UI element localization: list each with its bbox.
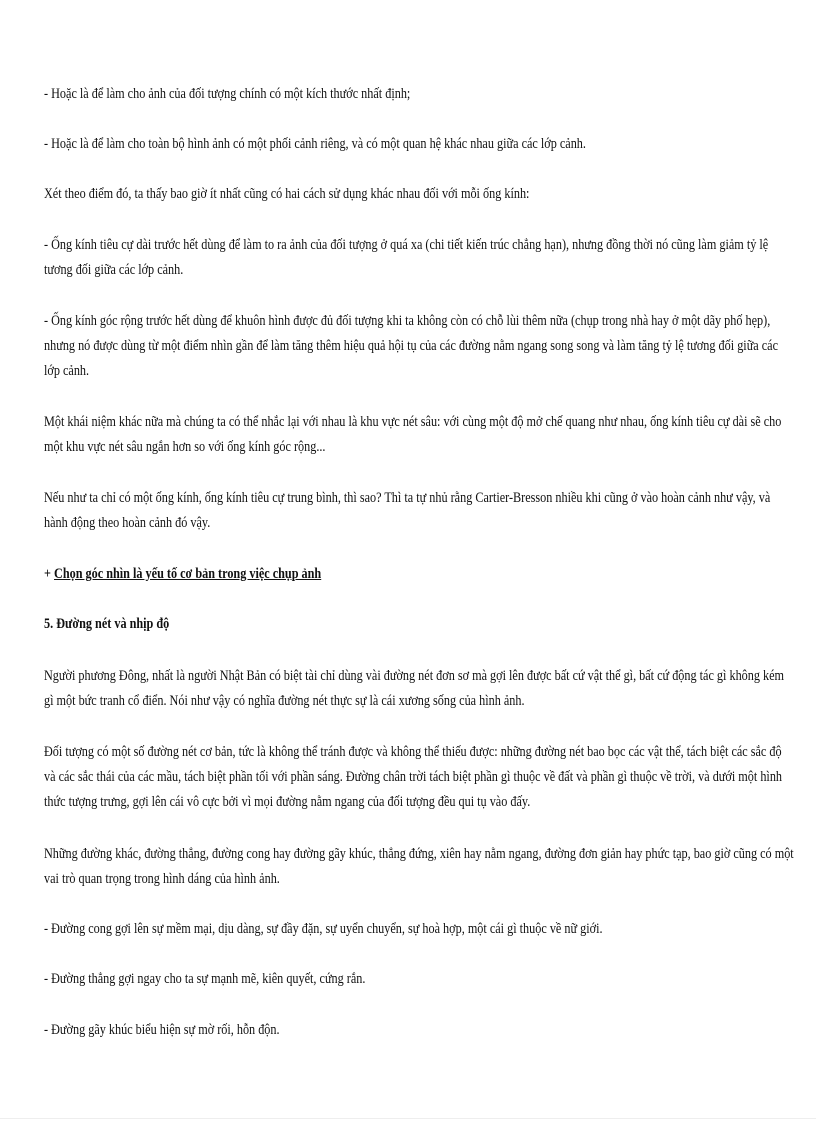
paragraph: Nếu như ta chỉ có một ống kính, ống kính tiêu cự trung bình, thì sao? Thì ta tự nhủ rằng Cartier-Bresson nhiều khi cũng ở vào hoàn cảnh như vậy, và hành động theo hoàn cảnh đó vậy.: [44, 490, 771, 531]
paragraph: Một khái niệm khác nữa mà chúng ta có thể nhắc lại với nhau là khu vực nét sâu: với cùng một độ mở chế quang như nhau, ống kính tiêu cự dài sẽ cho một khu vực nét sâu ngắn hơn so với ống kính góc rộng...: [44, 414, 782, 455]
list-item: - Đường thẳng gợi ngay cho ta sự mạnh mẽ, kiên quyết, cứng rắn.: [44, 971, 366, 987]
list-item: - Đường gãy khúc biểu hiện sự mờ rối, hỗn độn.: [44, 1022, 280, 1038]
paragraph: Những đường khác, đường thẳng, đường cong hay đường gãy khúc, thẳng đứng, xiên hay nằm ngang, đường đơn giản hay phức tạp, bao giờ cũng có một vai trò quan trọng trong hình dáng của hình ảnh.: [44, 846, 794, 887]
page-bottom-divider: [0, 1118, 816, 1119]
section-heading: 5. Đường nét và nhịp độ: [44, 616, 170, 632]
paragraph: - Ống kính tiêu cự dài trước hết dùng để làm to ra ảnh của đối tượng ở quá xa (chi tiết kiến trúc chẳng hạn), nhưng đồng thời nó cũng làm giảm tỷ lệ tương đối giữa các lớp cảnh.: [44, 237, 769, 278]
paragraph: Đối tượng có một số đường nét cơ bản, tức là không thể tránh được và không thể thiếu được: những đường nét bao bọc các vật thể, tách biệt các sắc độ và các sắc thái của các mầu, tách biệt phần tối với phần sáng. Đường chân trời tách biệt phần gì thuộc về đất và phần gì thuộc về trời, và dưới một hình thức tượng trưng, gợi lên cái vô cực bởi vì mọi đường nằm ngang của đối tượng đều qui tụ vào đấy.: [44, 744, 783, 810]
paragraph: Xét theo điểm đó, ta thấy bao giờ ít nhất cũng có hai cách sử dụng khác nhau đối với mỗi ống kính:: [44, 186, 530, 202]
paragraph: - Hoặc là để làm cho toàn bộ hình ảnh có một phối cảnh riêng, và có một quan hệ khác nhau giữa các lớp cảnh.: [44, 136, 586, 152]
subheading: [44, 562, 794, 587]
paragraph: - Ống kính góc rộng trước hết dùng để khuôn hình được đủ đối tượng khi ta không còn có chỗ lùi thêm nữa (chụp trong nhà hay ở một dãy phố hẹp), nhưng nó được dùng từ một điểm nhìn gần để làm tăng thêm hiệu quả hội tụ của các đường nằm ngang song song và làm tăng tỷ lệ tương đối giữa các lớp cảnh.: [44, 313, 779, 379]
paragraph: - Hoặc là để làm cho ảnh của đối tượng chính có một kích thước nhất định;: [44, 86, 411, 102]
subheading-text: Chọn góc nhìn là yếu tố cơ bản trong việc chụp ảnh: [54, 566, 322, 582]
list-item: - Đường cong gợi lên sự mềm mại, dịu dàng, sự đầy đặn, sự uyển chuyển, sự hoà hợp, một cái gì thuộc về nữ giới.: [44, 921, 603, 937]
paragraph: Người phương Đông, nhất là người Nhật Bản có biệt tài chỉ dùng vài đường nét đơn sơ mà gợi lên được bất cứ vật thể gì, bất cứ động tác gì không kém gì một bức tranh cổ điển. Nói như vậy có nghĩa đường nét thực sự là cái xương sống của hình ảnh.: [44, 668, 785, 709]
subheading-prefix: +: [44, 566, 55, 582]
